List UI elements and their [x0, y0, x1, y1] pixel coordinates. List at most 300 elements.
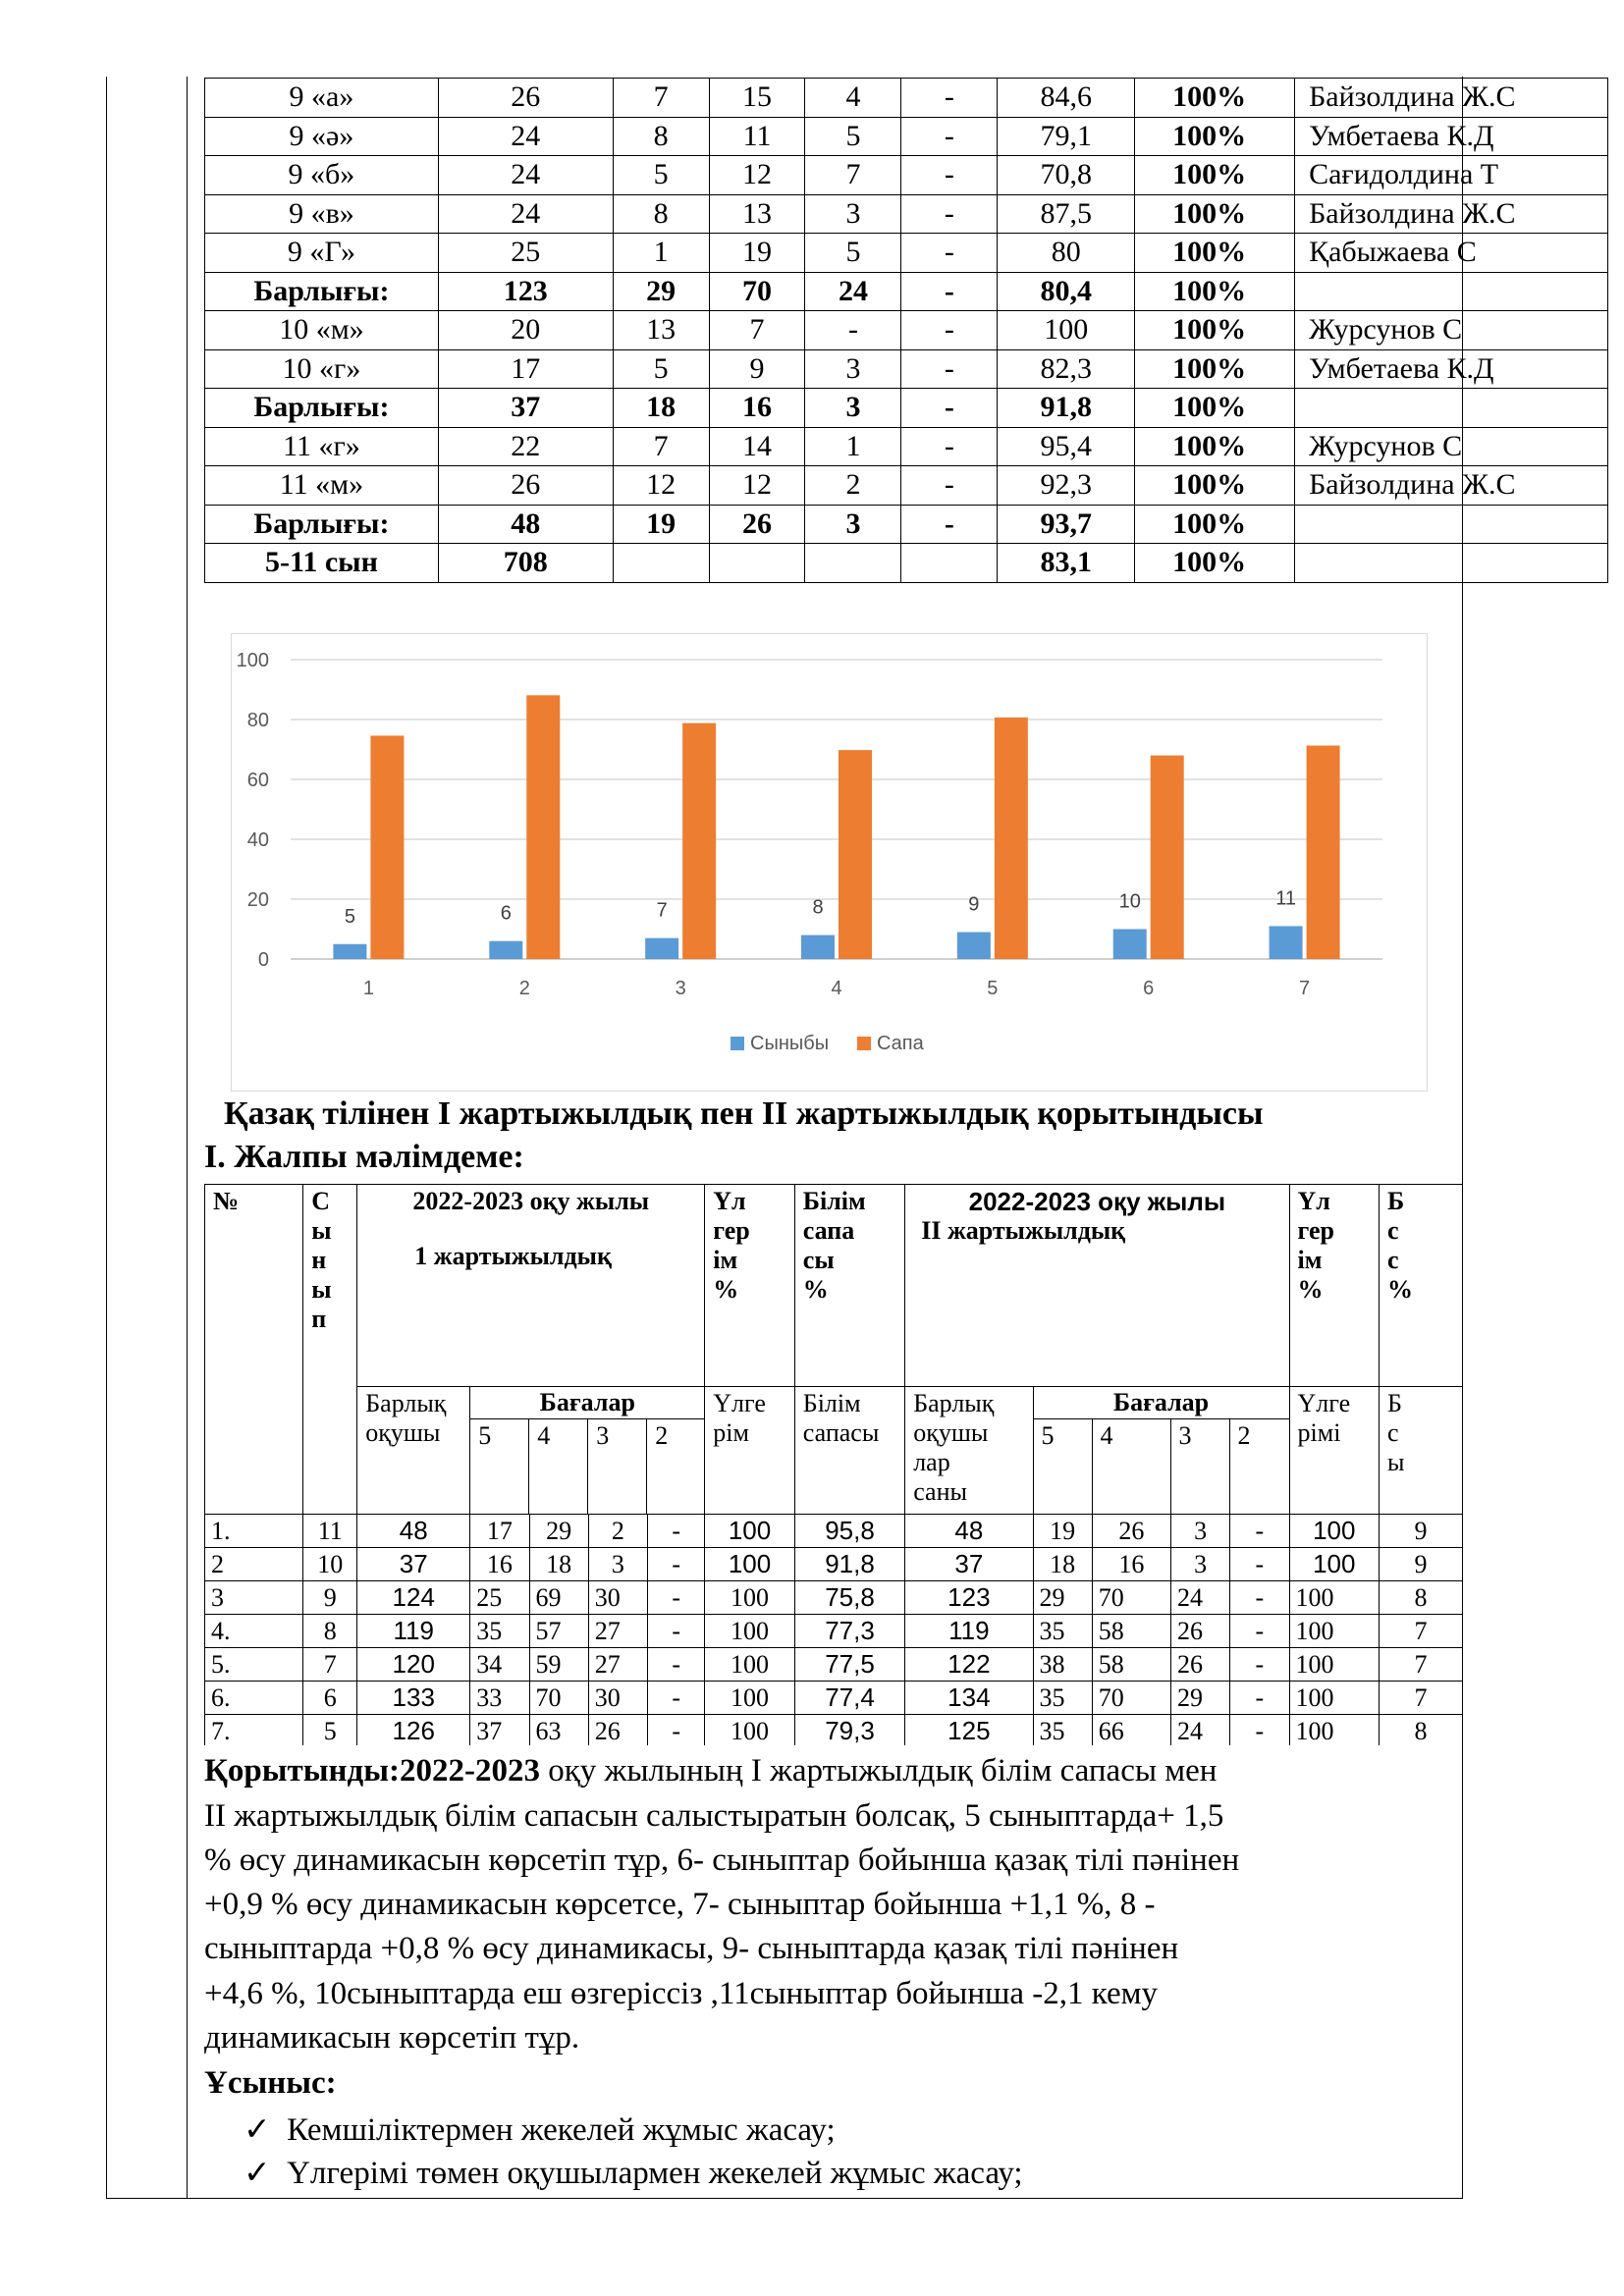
cell-teacher — [1295, 544, 1608, 583]
cell-t2: 134 — [905, 1682, 1033, 1715]
cell-teacher: Журсунов С — [1295, 427, 1608, 466]
cell-b5: 38 — [1033, 1648, 1092, 1682]
cell-g5: 5 — [613, 156, 709, 195]
cell-g5: 13 — [613, 311, 709, 350]
cell-g5 — [613, 544, 709, 583]
cell-teacher: Журсунов С — [1295, 311, 1608, 350]
cell-a3: 2 — [588, 1515, 647, 1548]
cell-a2: - — [648, 1715, 705, 1746]
cell-total: 24 — [438, 117, 613, 156]
cell-a2: - — [648, 1548, 705, 1581]
cell-b4: 26 — [1092, 1515, 1170, 1548]
bar-Сыныбы — [333, 944, 366, 959]
cell-t2: 48 — [905, 1515, 1033, 1548]
legend-swatch — [857, 1037, 871, 1050]
cell-g5: 7 — [613, 79, 709, 118]
suggestion-text-1: Кемшіліктермен жекелей жұмыс жасау; — [287, 2112, 836, 2148]
cell-g4: 7 — [709, 311, 805, 350]
comparison-row — [205, 1515, 1463, 1548]
bar-Сыныбы — [645, 938, 678, 959]
cell-g3: 24 — [805, 272, 901, 311]
x-tick-label: 3 — [675, 978, 686, 999]
cell-class: 5-11 сын — [205, 544, 439, 583]
cell-q1: 75,8 — [794, 1581, 904, 1615]
cell-quality: 92,3 — [998, 466, 1135, 506]
cell-g2: - — [901, 505, 998, 544]
cell-quality: 84,6 — [998, 79, 1135, 118]
cell-g2: - — [901, 117, 998, 156]
cell-t2: 119 — [905, 1615, 1033, 1648]
cell-progress: 100% — [1135, 466, 1295, 506]
half1-year: 2022-2023 оқу жылы — [412, 1187, 650, 1215]
cell-p1: 100 — [705, 1515, 795, 1548]
cell-g2: - — [901, 389, 998, 428]
cell-cls: 10 — [303, 1548, 357, 1581]
cell-g4: 14 — [709, 427, 805, 466]
legend-swatch — [731, 1037, 744, 1050]
y-tick-label: 60 — [246, 770, 269, 791]
x-tick-label: 6 — [1143, 978, 1155, 999]
cell-no: 3 — [205, 1581, 303, 1615]
cell-total: 24 — [438, 194, 613, 234]
cell-teacher: Қабыжаева С — [1295, 234, 1608, 273]
cell-g2: - — [901, 311, 998, 350]
cell-g4: 9 — [709, 349, 805, 389]
cell-p2: 100 — [1289, 1715, 1380, 1746]
cell-g2: - — [901, 194, 998, 234]
sub-grades1 — [470, 1387, 705, 1515]
cell-total: 20 — [438, 311, 613, 350]
subsection-heading: І. Жалпы мәлімдеме: — [204, 1139, 524, 1175]
bar-Сыныбы — [1270, 926, 1303, 959]
cell-g4: 12 — [709, 156, 805, 195]
y-tick-label: 20 — [246, 889, 269, 911]
cell-g3: 3 — [805, 194, 901, 234]
half1-header — [357, 1185, 705, 1387]
data-label: 5 — [344, 905, 355, 928]
sub-progress2: Үлге рімі — [1289, 1387, 1380, 1515]
cell-p2: 100 — [1289, 1515, 1380, 1548]
cell-b5: 29 — [1033, 1581, 1092, 1615]
cell-a2: - — [648, 1682, 705, 1715]
half2-label: ІІ жартыжылдық — [921, 1216, 1126, 1245]
cell-g4: 12 — [709, 466, 805, 506]
cell-total: 123 — [438, 272, 613, 311]
cell-g5: 12 — [613, 466, 709, 506]
cell-b4: 70 — [1092, 1581, 1170, 1615]
cell-p1: 100 — [705, 1548, 795, 1581]
cell-progress: 100% — [1135, 349, 1295, 389]
conclusion-line-5: сыныптарда +0,8 % өсу динамикасы, 9- сыныптарда қазақ тілі пәнінен — [204, 1931, 1179, 1966]
cell-quality: 87,5 — [998, 194, 1135, 234]
cell-cls: 5 — [303, 1715, 357, 1746]
cell-quality: 91,8 — [998, 389, 1135, 428]
cell-class: 11 «г» — [205, 427, 439, 466]
sub-grades2 — [1033, 1387, 1289, 1515]
cell-class: Барлығы: — [205, 272, 439, 311]
cell-quality: 79,1 — [998, 117, 1135, 156]
bar-Сыныбы — [489, 941, 522, 959]
conclusion-year: 2022-2023 — [399, 1753, 540, 1789]
col-quality2-header: Б с с % — [1380, 1185, 1463, 1387]
bar-Сапа — [682, 723, 716, 959]
cell-cls: 7 — [303, 1648, 357, 1682]
cell-g4: 15 — [709, 79, 805, 118]
cell-quality: 83,1 — [998, 544, 1135, 583]
data-label: 8 — [812, 896, 824, 919]
cell-no: 2 — [205, 1548, 303, 1581]
cell-b5: 35 — [1033, 1715, 1092, 1746]
cell-g3: 3 — [805, 349, 901, 389]
cell-t2: 125 — [905, 1715, 1033, 1746]
cell-cls: 6 — [303, 1682, 357, 1715]
cell-progress: 100% — [1135, 234, 1295, 273]
cell-t1: 124 — [357, 1581, 470, 1615]
cell-g3: - — [805, 311, 901, 350]
col-no-header: № — [205, 1185, 303, 1515]
checkmark-icon: ✓ — [244, 2112, 271, 2148]
cell-progress: 100% — [1135, 544, 1295, 583]
cell-t1: 126 — [357, 1715, 470, 1746]
cell-class: 11 «м» — [205, 466, 439, 506]
y-tick-label: 0 — [257, 949, 269, 971]
cell-t1: 133 — [357, 1682, 470, 1715]
cell-b4: 58 — [1092, 1615, 1170, 1648]
cell-b2: - — [1230, 1715, 1289, 1746]
cell-g4: 26 — [709, 505, 805, 544]
results-row — [205, 349, 1608, 389]
cell-g4 — [709, 544, 805, 583]
cell-quality: 70,8 — [998, 156, 1135, 195]
cell-b4: 70 — [1092, 1682, 1170, 1715]
cell-a2: - — [648, 1515, 705, 1548]
cell-a5: 25 — [470, 1581, 529, 1615]
cell-a4: 18 — [529, 1548, 588, 1581]
cell-teacher: Умбетаева К.Д — [1295, 117, 1608, 156]
frame-left-line — [106, 77, 107, 2198]
cell-teacher — [1295, 272, 1608, 311]
cell-g3: 3 — [805, 389, 901, 428]
sub-total2: Барлық оқушы лар саны — [905, 1387, 1033, 1515]
bar-Сапа — [1307, 746, 1340, 959]
cell-g2: - — [901, 79, 998, 118]
cell-a2: - — [648, 1581, 705, 1615]
grades2-label: Бағалар — [1034, 1387, 1289, 1419]
cell-progress: 100% — [1135, 79, 1295, 118]
cell-q1: 95,8 — [794, 1515, 904, 1548]
cell-progress: 100% — [1135, 389, 1295, 428]
cell-g5: 29 — [613, 272, 709, 311]
comparison-row — [205, 1615, 1463, 1648]
comparison-row — [205, 1548, 1463, 1581]
cell-a4: 29 — [529, 1515, 588, 1548]
class-results-table — [204, 78, 1608, 583]
cell-progress: 100% — [1135, 427, 1295, 466]
cell-g3: 3 — [805, 505, 901, 544]
cell-a3: 27 — [588, 1648, 647, 1682]
cell-g3: 5 — [805, 117, 901, 156]
cell-class: Барлығы: — [205, 389, 439, 428]
cell-q2: 7 — [1380, 1615, 1463, 1648]
cell-teacher: Сағидолдина Т — [1295, 156, 1608, 195]
col-progress2-header: Үл гер ім % — [1289, 1185, 1380, 1387]
cell-quality: 82,3 — [998, 349, 1135, 389]
grades2-cols — [1034, 1419, 1289, 1514]
cell-progress: 100% — [1135, 505, 1295, 544]
comparison-row — [205, 1682, 1463, 1715]
cell-g2: - — [901, 272, 998, 311]
cell-b3: 24 — [1171, 1715, 1230, 1746]
cell-g2: - — [901, 466, 998, 506]
comparison-row — [205, 1581, 1463, 1615]
cell-total: 708 — [438, 544, 613, 583]
grade1-5: 5 — [470, 1419, 529, 1514]
cell-total: 17 — [438, 349, 613, 389]
cell-no: 5. — [205, 1648, 303, 1682]
cell-cls: 11 — [303, 1515, 357, 1548]
cell-progress: 100% — [1135, 272, 1295, 311]
cell-b5: 35 — [1033, 1615, 1092, 1648]
grade2-5: 5 — [1034, 1419, 1093, 1514]
cell-class: 9 «а» — [205, 79, 439, 118]
bar-Сапа — [370, 735, 404, 959]
cell-a4: 57 — [529, 1615, 588, 1648]
cell-b4: 16 — [1092, 1548, 1170, 1581]
cell-p1: 100 — [705, 1581, 795, 1615]
comparison-row — [205, 1715, 1463, 1746]
section-heading: Қазақ тілінен І жартыжылдық пен ІІ жартыжылдық қорытындысы — [224, 1095, 1264, 1132]
half2-header — [905, 1185, 1289, 1387]
cell-a4: 70 — [529, 1682, 588, 1715]
cell-class: 9 «ә» — [205, 117, 439, 156]
bar-Сыныбы — [1113, 930, 1147, 960]
frame-bottom-line — [106, 2198, 1463, 2199]
grade2-3: 3 — [1171, 1419, 1230, 1514]
cell-p1: 100 — [705, 1648, 795, 1682]
conclusion-line-1 — [204, 1753, 1217, 1789]
semester-comparison-table — [204, 1184, 1463, 1745]
data-label: 9 — [968, 893, 980, 916]
cell-t2: 122 — [905, 1648, 1033, 1682]
cell-progress: 100% — [1135, 156, 1295, 195]
cell-q1: 77,4 — [794, 1682, 904, 1715]
cell-b3: 29 — [1171, 1682, 1230, 1715]
cell-teacher: Умбетаева К.Д — [1295, 349, 1608, 389]
cell-t1: 120 — [357, 1648, 470, 1682]
cell-progress: 100% — [1135, 117, 1295, 156]
cell-p2: 100 — [1289, 1648, 1380, 1682]
cell-quality: 100 — [998, 311, 1135, 350]
cell-teacher — [1295, 389, 1608, 428]
cell-g3: 5 — [805, 234, 901, 273]
bar-Сыныбы — [957, 933, 991, 959]
suggestion-text-2: Үлгерімі төмен оқушылармен жекелей жұмыс жасау; — [287, 2156, 1023, 2191]
cell-class: 10 «г» — [205, 349, 439, 389]
cell-b5: 35 — [1033, 1682, 1092, 1715]
half2-year: 2022-2023 оқу жылы — [968, 1187, 1226, 1216]
col-quality-header: Білім сапа сы % — [794, 1185, 904, 1387]
col-progress-header: Үл гер ім % — [705, 1185, 795, 1387]
bar-Сапа — [839, 750, 872, 959]
data-label: 11 — [1275, 887, 1296, 910]
cell-no: 7. — [205, 1715, 303, 1746]
cell-a5: 34 — [470, 1648, 529, 1682]
grade1-3: 3 — [588, 1419, 647, 1514]
cell-g4: 13 — [709, 194, 805, 234]
cell-g5: 7 — [613, 427, 709, 466]
data-label: 6 — [500, 902, 512, 925]
quality-bar-chart — [231, 633, 1428, 1092]
conclusion-line-7: динамикасын көрсетіп тұр. — [204, 2020, 580, 2056]
cell-g4: 11 — [709, 117, 805, 156]
cell-a5: 35 — [470, 1615, 529, 1648]
cell-total: 26 — [438, 79, 613, 118]
y-tick-label: 100 — [236, 650, 269, 671]
cell-b2: - — [1230, 1581, 1289, 1615]
cell-g4: 70 — [709, 272, 805, 311]
suggestion-label: Ұсыныс: — [204, 2065, 337, 2101]
cell-q2: 7 — [1380, 1682, 1463, 1715]
cell-teacher: Байзолдина Ж.С — [1295, 466, 1608, 506]
cell-quality: 80 — [998, 234, 1135, 273]
cell-a4: 63 — [529, 1715, 588, 1746]
data-label: 10 — [1118, 890, 1141, 913]
comparison-row — [205, 1648, 1463, 1682]
cell-teacher: Байзолдина Ж.С — [1295, 79, 1608, 118]
cell-no: 1. — [205, 1515, 303, 1548]
cell-class: 9 «в» — [205, 194, 439, 234]
cell-g2: - — [901, 427, 998, 466]
cell-b2: - — [1230, 1615, 1289, 1648]
data-label: 7 — [656, 899, 668, 922]
cell-g4: 19 — [709, 234, 805, 273]
cell-t2: 123 — [905, 1581, 1033, 1615]
grades1-cols — [470, 1419, 704, 1514]
results-row — [205, 466, 1608, 506]
cell-b2: - — [1230, 1515, 1289, 1548]
cell-a5: 33 — [470, 1682, 529, 1715]
cell-g5: 8 — [613, 194, 709, 234]
results-row — [205, 311, 1608, 350]
cell-g5: 19 — [613, 505, 709, 544]
cell-g3 — [805, 544, 901, 583]
x-tick-label: 2 — [518, 978, 530, 999]
sub-progress1: Үлге рім — [705, 1387, 795, 1515]
grade2-4: 4 — [1093, 1419, 1171, 1514]
results-row — [205, 505, 1608, 544]
results-row — [205, 544, 1608, 583]
cell-b2: - — [1230, 1548, 1289, 1581]
cell-a4: 59 — [529, 1648, 588, 1682]
cell-p1: 100 — [705, 1715, 795, 1746]
cell-b3: 26 — [1171, 1648, 1230, 1682]
cell-q2: 8 — [1380, 1581, 1463, 1615]
legend-label: Сапа — [877, 1033, 924, 1054]
cell-p2: 100 — [1289, 1581, 1380, 1615]
cell-p1: 100 — [705, 1682, 795, 1715]
cell-total: 48 — [438, 505, 613, 544]
bar-Сыныбы — [801, 935, 835, 959]
x-tick-label: 1 — [362, 978, 374, 999]
cell-a3: 27 — [588, 1615, 647, 1648]
cell-q1: 77,3 — [794, 1615, 904, 1648]
cell-q2: 8 — [1380, 1715, 1463, 1746]
cell-a3: 30 — [588, 1682, 647, 1715]
cell-a2: - — [648, 1615, 705, 1648]
chart-svg — [232, 634, 1427, 1091]
cell-b5: 18 — [1033, 1548, 1092, 1581]
cell-class: 9 «Г» — [205, 234, 439, 273]
cell-p1: 100 — [705, 1615, 795, 1648]
half1-label: 1 жартыжылдық — [414, 1242, 612, 1270]
cell-quality: 95,4 — [998, 427, 1135, 466]
results-row — [205, 79, 1608, 118]
sub-quality1: Білім сапасы — [794, 1387, 904, 1515]
bar-Сапа — [995, 718, 1028, 959]
cell-b3: 26 — [1171, 1615, 1230, 1648]
cell-b2: - — [1230, 1682, 1289, 1715]
bar-Сапа — [1151, 756, 1184, 959]
grade1-2: 2 — [655, 1421, 669, 1450]
cell-a5: 37 — [470, 1715, 529, 1746]
cell-cls: 8 — [303, 1615, 357, 1648]
col-class-header: С ы н ы п — [303, 1185, 357, 1515]
cell-p2: 100 — [1289, 1615, 1380, 1648]
results-row — [205, 117, 1608, 156]
cell-class: Барлығы: — [205, 505, 439, 544]
cell-p2: 100 — [1289, 1548, 1380, 1581]
cell-a3: 30 — [588, 1581, 647, 1615]
results-row — [205, 272, 1608, 311]
y-tick-label: 80 — [246, 710, 269, 731]
cell-g2: - — [901, 234, 998, 273]
cell-t2: 37 — [905, 1548, 1033, 1581]
cell-q1: 79,3 — [794, 1715, 904, 1746]
cell-t1: 48 — [357, 1515, 470, 1548]
sub-total1: Барлық оқушы — [357, 1387, 470, 1515]
cell-t1: 119 — [357, 1615, 470, 1648]
cell-g5: 1 — [613, 234, 709, 273]
cell-g3: 7 — [805, 156, 901, 195]
cell-total: 22 — [438, 427, 613, 466]
conclusion-text-1: оқу жылының І жартыжылдық білім сапасы мен — [539, 1753, 1218, 1789]
cell-b3: 24 — [1171, 1581, 1230, 1615]
cell-a2: - — [648, 1648, 705, 1682]
cell-g3: 2 — [805, 466, 901, 506]
cell-progress: 100% — [1135, 311, 1295, 350]
results-row — [205, 156, 1608, 195]
cell-b5: 19 — [1033, 1515, 1092, 1548]
cell-b3: 3 — [1171, 1515, 1230, 1548]
sub-quality2: Б с ы — [1380, 1387, 1463, 1515]
suggestion-item-1 — [244, 2109, 836, 2149]
conclusion-line-6: +4,6 %, 10сыныптарда еш өзгеріссіз ,11сыныптар бойынша -2,1 кему — [204, 1976, 1159, 2011]
cell-a5: 16 — [470, 1548, 529, 1581]
conclusion-label: Қорытынды: — [204, 1753, 400, 1789]
cell-q2: 9 — [1380, 1515, 1463, 1548]
cell-progress: 100% — [1135, 194, 1295, 234]
cell-g3: 1 — [805, 427, 901, 466]
cell-g2: - — [901, 349, 998, 389]
cell-q1: 77,5 — [794, 1648, 904, 1682]
cell-q2: 9 — [1380, 1548, 1463, 1581]
results-row — [205, 389, 1608, 428]
grade1-4: 4 — [529, 1419, 588, 1514]
grades1-label: Бағалар — [470, 1387, 704, 1419]
cell-g5: 5 — [613, 349, 709, 389]
cell-teacher: Байзолдина Ж.С — [1295, 194, 1608, 234]
frame-inner-line — [187, 77, 188, 2198]
